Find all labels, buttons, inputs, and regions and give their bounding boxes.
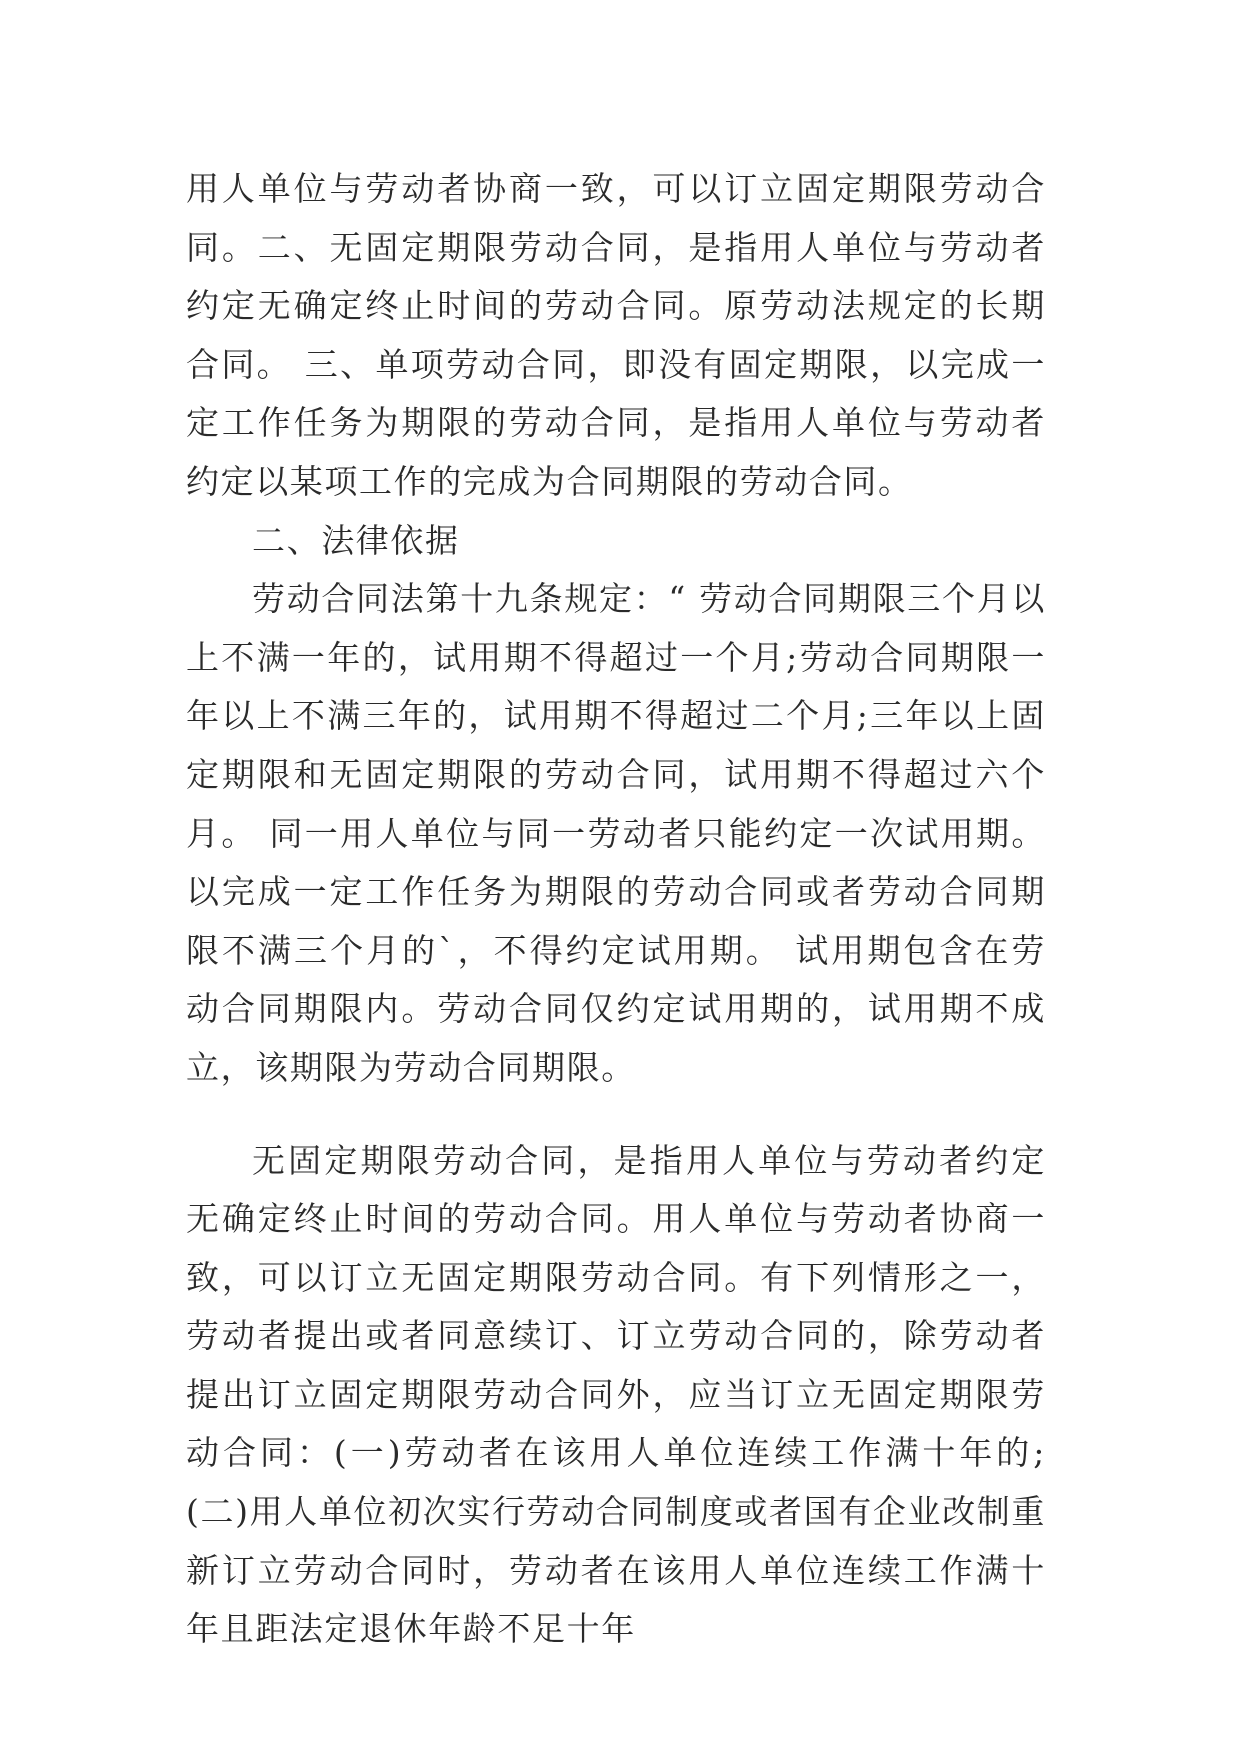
document-body (186, 160, 1046, 1659)
paragraph-open-ended-contract: 无固定期限劳动合同，是指用人单位与劳动者约定无确定终止时间的劳动合同。用人单位与劳动者协商一致，可以订立无固定期限劳动合同。有下列情形之一，劳动者提出或者同意续订、订立劳动合同的，除劳动者提出订立固定期限劳动合同外，应当订立无固定期限劳动合同：(一)劳动者在该用人单位连续工作满十年的;(二)用人单位初次实行劳动合同制度或者国有企业改制重新订立劳动合同时，劳动者在该用人单位连续工作满十年且距法定退休年龄不足十年 (186, 1140, 1046, 1649)
paragraph-contract-types: 用人单位与劳动者协商一致，可以订立固定期限劳动合同。二、无固定期限劳动合同，是指用人单位与劳动者约定无确定终止时间的劳动合同。原劳动法规定的长期合同。 三、单项劳动合同，即没有固定期限，以完成一定工作任务为期限的劳动合同，是指用人单位与劳动者约定以某项工作的完成为合同期限的劳动合同。 (186, 169, 1046, 501)
paragraph-article-19: 劳动合同法第十九条规定：“ 劳动合同期限三个月以上不满一年的，试用期不得超过一个月;劳动合同期限一年以上不满三年的，试用期不得超过二个月;三年以上固定期限和无固定期限的劳动合同，试用期不得超过六个月。 同一用人单位与同一劳动者只能约定一次试用期。 以完成一定工作任务为期限的劳动合同或者劳动合同期限不满三个月的`，不得约定试用期。 试用期包含在劳动合同期限内。劳动合同仅约定试用期的，试用期不成立，该期限为劳动合同期限。 (186, 579, 1046, 1087)
section-heading-legal-basis: 二、法律依据 (252, 520, 460, 560)
